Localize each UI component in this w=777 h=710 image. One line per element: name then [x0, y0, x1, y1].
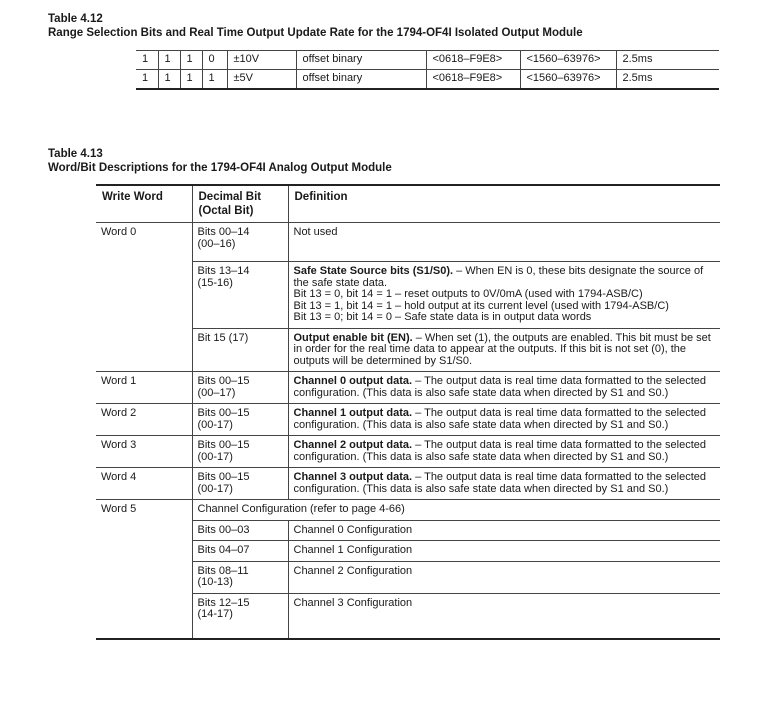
- column-header-decimal-bit: [192, 185, 288, 223]
- octal-range: (10-13): [197, 576, 233, 588]
- bit-range: Bit 15 (17): [197, 331, 249, 344]
- bit-cell: [192, 593, 288, 639]
- table-title: Range Selection Bits and Real Time Output Update Rate for the 1794-OF4I Isolated Output Module: [48, 27, 583, 39]
- bit-range: Bits 08–11: [197, 564, 249, 577]
- table-cell: 1: [142, 72, 149, 84]
- table-row: [96, 223, 720, 262]
- bit-cell: [192, 561, 288, 593]
- table-cell: 1: [202, 70, 227, 89]
- table-cell: 2.5ms: [616, 51, 719, 70]
- word-label: Word 0: [96, 223, 192, 372]
- table-cell: 1: [158, 70, 180, 89]
- bit-cell: [192, 328, 288, 372]
- table-cell: 0: [202, 51, 227, 70]
- word-bit-table: [96, 184, 720, 640]
- bit-cell: [192, 520, 288, 541]
- definition-cell: Channel 1 Configuration: [288, 541, 720, 562]
- table-cell: 1: [158, 51, 180, 70]
- table-row: [96, 500, 720, 521]
- octal-range: (00-17): [197, 418, 233, 431]
- octal-range: (00-17): [197, 450, 233, 463]
- bit-range: Bits 00–15: [197, 375, 250, 387]
- definition-text: – When set (1), the outputs are enabled. This bit must be set in order for the real time data to appear at the outputs. If this bit is not set (0), the outputs will be determined by S1/S0.: [293, 331, 711, 367]
- bit-cell: [192, 541, 288, 562]
- bit-range: Bits 00–03: [197, 523, 250, 536]
- bit-cell: [192, 468, 288, 500]
- word-label: Word 3: [96, 436, 192, 468]
- word-label: Word 1: [96, 372, 192, 404]
- definition-text: – The output data is real time data formatted to the selected configuration. (This data is also safe state data when directed by S1 and S0.): [293, 471, 706, 495]
- bit-range: Bits 00–15: [197, 471, 250, 483]
- word-label: Word 2: [96, 404, 192, 436]
- header-line: (Octal Bit): [198, 205, 254, 217]
- table-cell: offset binary: [296, 51, 426, 70]
- table-row: [136, 70, 719, 89]
- definition-line: Bit 13 = 0; bit 14 = 0 – Safe state data is in output data words: [293, 311, 592, 323]
- bit-cell: [192, 404, 288, 436]
- table-cell: <1560–63976>: [520, 70, 616, 89]
- word-label: Word 4: [96, 468, 192, 500]
- definition-line: Bit 13 = 1, bit 14 = 1 – hold output at its current level (used with 1794-ASB/C): [293, 299, 669, 312]
- definition-cell: [288, 404, 720, 436]
- table-cell: 1: [142, 53, 149, 65]
- definition-cell: Not used: [288, 223, 720, 262]
- bit-cell: [192, 223, 288, 262]
- definition-text: – The output data is real time data formatted to the selected configuration. (This data is also safe state data when directed by S1 and S0.): [293, 375, 706, 399]
- definition-term: Channel 0 output data.: [293, 375, 413, 387]
- table-cell: 1: [180, 70, 202, 89]
- definition-term: Safe State Source bits (S1/S0).: [293, 265, 454, 277]
- bit-range: Bits 13–14: [197, 265, 250, 277]
- definition-term: Channel 2 output data.: [293, 439, 413, 451]
- column-header-write-word: Write Word: [102, 191, 163, 203]
- bit-range: Bits 00–14: [197, 226, 250, 238]
- header-line: Decimal Bit: [198, 191, 262, 203]
- table-cell: <0618–F9E8>: [426, 70, 520, 89]
- table-cell: 1: [180, 51, 202, 70]
- definition-term: Output enable bit (EN).: [293, 331, 413, 344]
- table-413-caption: [48, 147, 392, 175]
- definition-cell: [288, 372, 720, 404]
- octal-range: (15-16): [197, 276, 233, 289]
- word-label: Word 5: [96, 500, 192, 639]
- definition-cell: Channel 0 Configuration: [288, 520, 720, 541]
- table-row: [96, 436, 720, 468]
- bit-range: Bits 12–15: [197, 596, 250, 609]
- column-header-definition: Definition: [288, 185, 720, 223]
- table-header-row: [96, 185, 720, 223]
- bit-cell: [192, 262, 288, 329]
- definition-term: Channel 1 output data.: [293, 407, 413, 419]
- definition-term: Channel 3 output data.: [293, 471, 413, 483]
- word5-summary: Channel Configuration (refer to page 4-66): [192, 500, 720, 521]
- table-cell: <1560–63976>: [520, 51, 616, 70]
- octal-range: (00–16): [197, 237, 236, 250]
- definition-text: – The output data is real time data formatted to the selected configuration. (This data is also safe state data when directed by S1 and S0.): [293, 407, 706, 431]
- octal-range: (00–17): [197, 386, 236, 399]
- table-row: [136, 51, 719, 70]
- octal-range: (14-17): [197, 608, 233, 620]
- table-row: [96, 468, 720, 500]
- definition-cell: Channel 2 Configuration: [288, 561, 720, 593]
- definition-text: – When EN is 0, these bits designate the source of the safe state data.: [293, 265, 704, 289]
- bit-range: Bits 04–07: [197, 544, 250, 556]
- table-cell: offset binary: [296, 70, 426, 89]
- table-number: Table 4.13: [48, 148, 103, 160]
- definition-cell: [288, 436, 720, 468]
- table-cell: <0618–F9E8>: [426, 51, 520, 70]
- range-selection-table: [136, 50, 719, 90]
- definition-cell: [288, 328, 720, 372]
- octal-range: (00-17): [197, 482, 233, 495]
- table-cell: ±5V: [227, 70, 296, 89]
- bit-range: Bits 00–15: [197, 407, 250, 419]
- bit-range: Bits 00–15: [197, 439, 250, 451]
- table-412-caption: [48, 12, 583, 40]
- definition-text: – The output data is real time data formatted to the selected configuration. (This data is also safe state data when directed by S1 and S0.): [293, 439, 706, 463]
- table-cell: 2.5ms: [616, 70, 719, 89]
- table-title: Word/Bit Descriptions for the 1794-OF4I Analog Output Module: [48, 162, 392, 174]
- definition-cell: Channel 3 Configuration: [288, 593, 720, 639]
- bit-cell: [192, 372, 288, 404]
- definition-line: Bit 13 = 0, bit 14 = 1 – reset outputs to 0V/0mA (used with 1794-ASB/C): [293, 288, 643, 300]
- table-row: [96, 404, 720, 436]
- bit-cell: [192, 436, 288, 468]
- definition-cell: [288, 468, 720, 500]
- table-number: Table 4.12: [48, 13, 103, 25]
- table-cell: ±10V: [227, 51, 296, 70]
- definition-cell: [288, 262, 720, 329]
- table-row: [96, 372, 720, 404]
